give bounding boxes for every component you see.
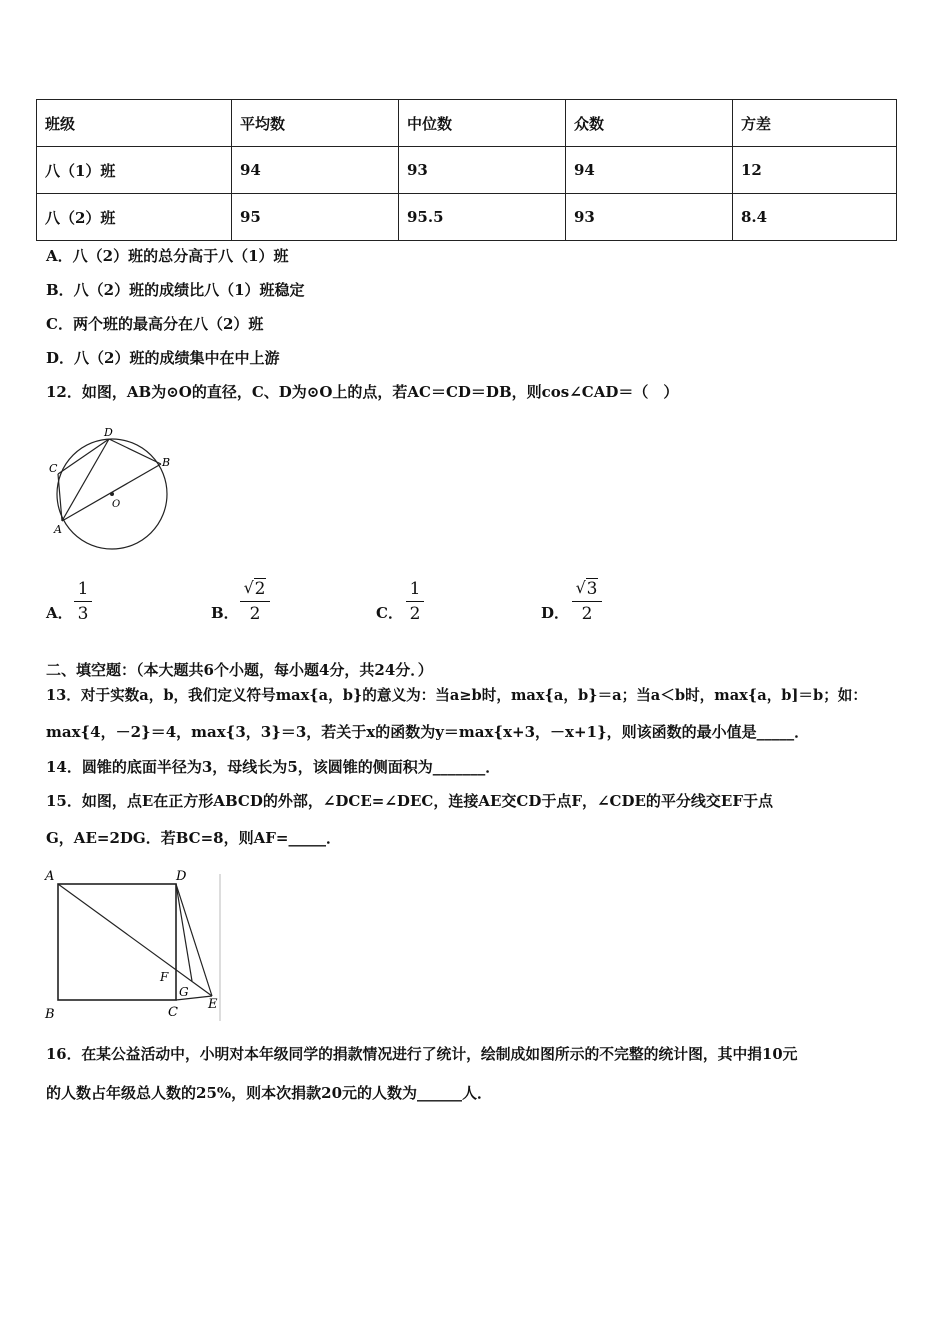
- q15-line-2: G，AE=2DG．若BC=8，则AF=_____．: [46, 829, 341, 847]
- chord-cd: [58, 439, 109, 474]
- fraction-root2-over-2: [240, 578, 270, 625]
- q11-option-d: D．八（2）班的成绩集中在中上游: [46, 349, 280, 367]
- denominator: 2: [581, 604, 593, 624]
- fraction-bar: [572, 601, 602, 602]
- segment-dg: [176, 884, 192, 981]
- label-d: D: [176, 869, 187, 884]
- table-cell: 95: [232, 194, 399, 241]
- segment-ae: [58, 884, 212, 996]
- q16-line-2: 的人数占年级总人数的25%，则本次捐款20元的人数为______人．: [46, 1084, 493, 1102]
- fraction-root3-over-2: [572, 578, 602, 625]
- q12-question: 12．如图，AB为⊙O的直径，C、D为⊙O上的点，若AC＝CD＝DB，则cos∠CAD＝（ ）: [46, 383, 679, 401]
- q12-option-b-label: B．: [211, 604, 239, 622]
- fraction-bar: [240, 601, 270, 602]
- q16-line-1: 16．在某公益活动中，小明对本年级同学的捐款情况进行了统计，绘制成如图所示的不完整的统计图，其中捐10元: [46, 1046, 798, 1063]
- q11-option-c: C．两个班的最高分在八（2）班: [46, 315, 264, 333]
- q11-option-a: A．八（2）班的总分高于八（1）班: [46, 247, 289, 265]
- q13-line-1: 13．对于实数a，b，我们定义符号max{a，b}的意义为：当a≥b时，max{a，b}＝a；当a＜b时，max{a，b]＝b；如：: [46, 687, 867, 704]
- statistics-table: [36, 99, 897, 241]
- q12-option-c-label: C．: [376, 604, 403, 622]
- table-cell: 8.4: [733, 194, 897, 241]
- table-cell: 八（1）班: [37, 147, 232, 194]
- label-f: F: [160, 970, 169, 984]
- label-d: D: [104, 426, 113, 439]
- q15-line-1: 15．如图，点E在正方形ABCD的外部，∠DCE=∠DEC，连接AE交CD于点F，∠CDE的平分线交EF于点: [46, 792, 774, 810]
- center-point: [110, 492, 114, 496]
- label-g: G: [179, 985, 189, 999]
- fraction-bar: [74, 601, 92, 602]
- q12-option-a-label: A．: [46, 604, 73, 622]
- chord-db: [109, 439, 161, 464]
- table-cell: 12: [733, 147, 897, 194]
- chord-ac: [58, 474, 62, 521]
- table-row: [37, 147, 897, 194]
- square-abcd: [58, 884, 176, 1000]
- section-heading-fill-in: 二、填空题：（本大题共6个小题，每小题4分，共24分．）: [46, 661, 433, 679]
- table-cell: 93: [566, 194, 733, 241]
- square-figure: [40, 866, 225, 1026]
- q13-line-2: max{4，－2}＝4，max{3，3}＝3，若关于x的函数为y＝max{x+3，－x+1}，则该函数的最小值是_____．: [46, 723, 810, 741]
- label-b: B: [162, 456, 171, 469]
- table-cell: 95.5: [399, 194, 566, 241]
- q14-question: 14．圆锥的底面半径为3，母线长为5，该圆锥的侧面积为_______．: [46, 758, 501, 776]
- sqrt-symbol: √ 3: [575, 578, 598, 599]
- table-row: [37, 194, 897, 241]
- label-e: E: [208, 997, 218, 1012]
- segment-de: [176, 884, 212, 996]
- table-cell: 八（2）班: [37, 194, 232, 241]
- table-header-cell: 中位数: [399, 100, 566, 147]
- circle-figure: [44, 426, 184, 554]
- label-a: A: [45, 869, 55, 884]
- table-header-cell: 班级: [37, 100, 232, 147]
- q11-option-b: B．八（2）班的成绩比八（1）班稳定: [46, 281, 305, 299]
- label-c: C: [168, 1005, 178, 1020]
- sqrt-symbol: √ 2: [243, 578, 266, 599]
- label-a: A: [54, 523, 62, 536]
- numerator: [572, 578, 602, 600]
- denominator: 3: [77, 604, 89, 624]
- numerator: [240, 578, 270, 600]
- fraction-one-third: [74, 578, 92, 625]
- table-cell: 94: [566, 147, 733, 194]
- table-header-cell: 众数: [566, 100, 733, 147]
- chord-ad: [62, 439, 109, 521]
- denominator: 2: [409, 604, 421, 624]
- label-c: C: [49, 462, 58, 475]
- label-o: O: [112, 499, 121, 510]
- q12-option-d-label: D．: [541, 604, 570, 622]
- numerator: 1: [409, 579, 421, 599]
- numerator: 1: [77, 579, 89, 599]
- fraction-one-half: [406, 578, 424, 625]
- table-header-cell: 方差: [733, 100, 897, 147]
- table-header-cell: 平均数: [232, 100, 399, 147]
- table-cell: 94: [232, 147, 399, 194]
- table-header-row: [37, 100, 897, 147]
- fraction-bar: [406, 601, 424, 602]
- table-cell: 93: [399, 147, 566, 194]
- label-b: B: [45, 1007, 55, 1022]
- denominator: 2: [249, 604, 261, 624]
